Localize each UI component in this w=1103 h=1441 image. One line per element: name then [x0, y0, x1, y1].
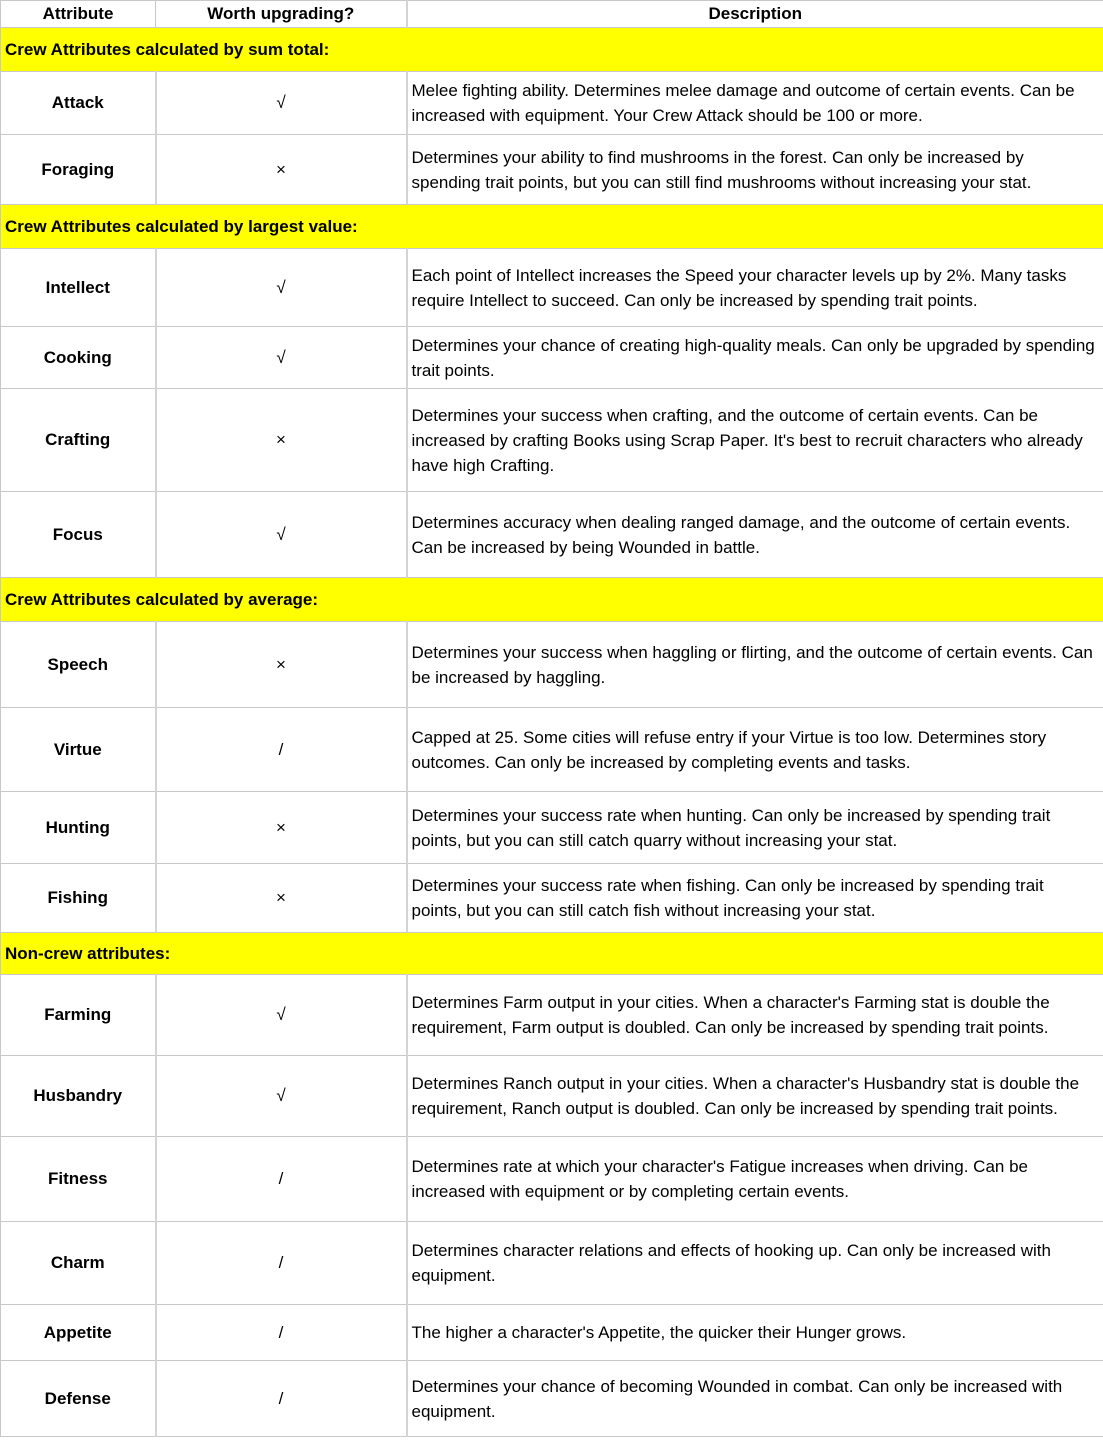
worth-upgrading: √ [156, 1056, 407, 1137]
worth-upgrading: × [156, 864, 407, 933]
attribute-name: Foraging [1, 135, 156, 205]
table-row [1, 1137, 1103, 1222]
attribute-description: Determines your success when haggling or flirting, and the outcome of certain events. Can be increased by haggling. [407, 622, 1103, 708]
section-header-sum-total [1, 28, 1103, 72]
attribute-name: Farming [1, 975, 156, 1056]
table-row [1, 72, 1103, 135]
attribute-description: Determines accuracy when dealing ranged damage, and the outcome of certain events. Can be increased by being Wounded in battle. [407, 492, 1103, 578]
attribute-name: Virtue [1, 708, 156, 792]
attribute-description: The higher a character's Appetite, the quicker their Hunger grows. [407, 1305, 1103, 1361]
attribute-name: Fishing [1, 864, 156, 933]
attribute-description: Each point of Intellect increases the Speed your character levels up by 2%. Many tasks require Intellect to succeed. Can only be increased by spending trait points. [407, 249, 1103, 327]
attribute-description: Determines your chance of becoming Wounded in combat. Can only be increased with equipment. [407, 1361, 1103, 1437]
section-title: Crew Attributes calculated by sum total: [1, 28, 1103, 72]
table-row [1, 249, 1103, 327]
attribute-name: Appetite [1, 1305, 156, 1361]
worth-upgrading: × [156, 135, 407, 205]
attribute-description: Determines your chance of creating high-quality meals. Can only be upgraded by spending trait points. [407, 327, 1103, 389]
table-row [1, 708, 1103, 792]
worth-upgrading: × [156, 792, 407, 864]
section-header-non-crew [1, 933, 1103, 975]
table-row [1, 327, 1103, 389]
table-row [1, 975, 1103, 1056]
table-row [1, 492, 1103, 578]
worth-upgrading: √ [156, 492, 407, 578]
section-title: Crew Attributes calculated by average: [1, 578, 1103, 622]
table-row [1, 1361, 1103, 1437]
header-worth-upgrading: Worth upgrading? [156, 1, 407, 28]
section-title: Crew Attributes calculated by largest value: [1, 205, 1103, 249]
attribute-name: Focus [1, 492, 156, 578]
attribute-description: Capped at 25. Some cities will refuse entry if your Virtue is too low. Determines story outcomes. Can only be increased by completing events and tasks. [407, 708, 1103, 792]
attribute-description: Determines rate at which your character's Fatigue increases when driving. Can be increased with equipment or by completing certain events. [407, 1137, 1103, 1222]
worth-upgrading: × [156, 622, 407, 708]
worth-upgrading: √ [156, 327, 407, 389]
attribute-name: Charm [1, 1222, 156, 1305]
worth-upgrading: √ [156, 72, 407, 135]
table-row [1, 792, 1103, 864]
attribute-name: Intellect [1, 249, 156, 327]
table-row [1, 389, 1103, 492]
table-row [1, 1056, 1103, 1137]
worth-upgrading: / [156, 1137, 407, 1222]
table-row [1, 135, 1103, 205]
attribute-description: Determines your ability to find mushrooms in the forest. Can only be increased by spending trait points, but you can still find mushrooms without increasing your stat. [407, 135, 1103, 205]
attribute-description: Determines character relations and effects of hooking up. Can only be increased with equipment. [407, 1222, 1103, 1305]
table-row [1, 864, 1103, 933]
attribute-description: Determines your success rate when hunting. Can only be increased by spending trait points, but you can still catch quarry without increasing your stat. [407, 792, 1103, 864]
worth-upgrading: / [156, 1361, 407, 1437]
attribute-description: Determines Farm output in your cities. When a character's Farming stat is double the requirement, Farm output is doubled. Can only be increased by spending trait points. [407, 975, 1103, 1056]
attribute-name: Attack [1, 72, 156, 135]
attribute-description: Melee fighting ability. Determines melee damage and outcome of certain events. Can be increased with equipment. Your Crew Attack should be 100 or more. [407, 72, 1103, 135]
worth-upgrading: / [156, 708, 407, 792]
worth-upgrading: / [156, 1305, 407, 1361]
attribute-name: Husbandry [1, 1056, 156, 1137]
attribute-name: Cooking [1, 327, 156, 389]
worth-upgrading: / [156, 1222, 407, 1305]
header-row [1, 1, 1103, 28]
attribute-description: Determines your success rate when fishing. Can only be increased by spending trait points, but you can still catch fish without increasing your stat. [407, 864, 1103, 933]
worth-upgrading: √ [156, 975, 407, 1056]
attribute-name: Speech [1, 622, 156, 708]
table-row [1, 622, 1103, 708]
table-row [1, 1222, 1103, 1305]
attribute-description: Determines Ranch output in your cities. When a character's Husbandry stat is double the requirement, Ranch output is doubled. Can only be increased by spending trait points. [407, 1056, 1103, 1137]
header-description: Description [407, 1, 1103, 28]
attribute-name: Hunting [1, 792, 156, 864]
section-header-largest-value [1, 205, 1103, 249]
attribute-name: Fitness [1, 1137, 156, 1222]
header-attribute: Attribute [1, 1, 156, 28]
attribute-name: Defense [1, 1361, 156, 1437]
attribute-description: Determines your success when crafting, and the outcome of certain events. Can be increased by crafting Books using Scrap Paper. It's best to recruit characters who already have high Crafting. [407, 389, 1103, 492]
worth-upgrading: × [156, 389, 407, 492]
section-header-average [1, 578, 1103, 622]
section-title: Non-crew attributes: [1, 933, 1103, 975]
worth-upgrading: √ [156, 249, 407, 327]
table-row [1, 1305, 1103, 1361]
attribute-name: Crafting [1, 389, 156, 492]
